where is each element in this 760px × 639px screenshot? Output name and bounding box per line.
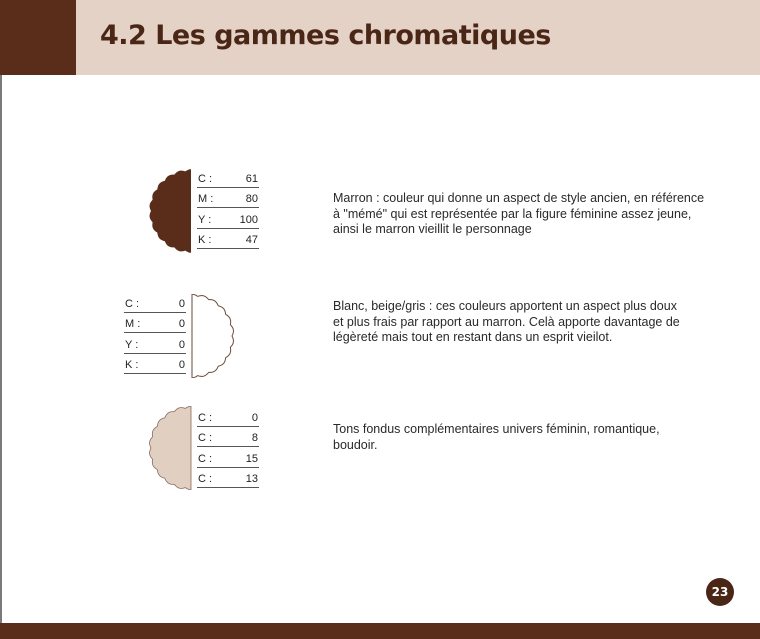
- cmyk-row: [197, 447, 259, 468]
- cmyk-value: 15: [245, 452, 258, 465]
- description-beige: [333, 422, 660, 453]
- swatch-blanc: [189, 294, 235, 378]
- cmyk-label: C :: [198, 452, 213, 465]
- cmyk-row: [124, 292, 186, 313]
- cmyk-value: 61: [245, 172, 258, 185]
- cmyk-row: [197, 468, 259, 489]
- cmyk-value: 0: [178, 297, 185, 310]
- cmyk-label: C :: [198, 411, 213, 424]
- swatch-beige: [148, 406, 194, 490]
- page-left-rule: [0, 0, 2, 639]
- page-number-badge: 23: [706, 578, 734, 606]
- cmyk-label: Y :: [125, 338, 139, 351]
- cmyk-label: C :: [198, 432, 213, 444]
- cmyk-value: 8: [251, 432, 258, 444]
- description-line: à "mémé" qui est représentée par la figure féminine assez jeune,: [333, 206, 692, 221]
- description-line: Blanc, beige/gris : ces couleurs apportent un aspect plus doux: [333, 299, 677, 313]
- header-band: [0, 0, 760, 75]
- cmyk-value: 80: [245, 193, 258, 205]
- cmyk-row: [124, 333, 186, 354]
- cmyk-label: M :: [125, 318, 141, 330]
- description-line: ainsi le marron vieillit le personnage: [333, 222, 532, 236]
- cmyk-label: C :: [125, 297, 140, 310]
- swatch-marron: [148, 169, 194, 253]
- description-blanc: [333, 299, 680, 346]
- description-line: et plus frais par rapport au marron. Celà apporte davantage de: [333, 314, 680, 329]
- cmyk-label: K :: [198, 234, 212, 246]
- cmyk-row: [197, 427, 259, 448]
- cmyk-value: 0: [178, 318, 185, 330]
- cmyk-value: 100: [239, 213, 258, 226]
- footer-band: [0, 623, 760, 639]
- cmyk-row: [197, 167, 259, 188]
- cmyk-table-marron: [197, 167, 259, 249]
- description-line: Marron : couleur qui donne un aspect de style ancien, en référence: [333, 191, 705, 205]
- cmyk-label: Y :: [198, 213, 212, 226]
- cmyk-row: [124, 354, 186, 375]
- cmyk-row: [124, 313, 186, 334]
- cmyk-table-beige: [197, 406, 259, 488]
- cmyk-value: 0: [178, 338, 185, 351]
- cmyk-label: C :: [198, 172, 213, 185]
- cmyk-value: 47: [245, 234, 258, 246]
- cmyk-label: C :: [198, 473, 213, 485]
- section-title: 4.2 Les gammes chromatiques: [100, 20, 551, 51]
- cmyk-value: 13: [245, 473, 258, 485]
- header-accent-block: [0, 0, 76, 75]
- description-line: légèreté mais tout en restant dans un esprit vieilot.: [333, 330, 613, 344]
- cmyk-value: 0: [251, 411, 258, 424]
- description-marron: [333, 191, 704, 238]
- cmyk-label: M :: [198, 193, 214, 205]
- description-line: Tons fondus complémentaires univers féminin, romantique,: [333, 422, 660, 436]
- description-line: boudoir.: [333, 437, 378, 452]
- cmyk-row: [197, 208, 259, 229]
- cmyk-value: 0: [178, 359, 185, 371]
- cmyk-row: [197, 406, 259, 427]
- cmyk-row: [197, 229, 259, 250]
- cmyk-label: K :: [125, 359, 139, 371]
- cmyk-row: [197, 188, 259, 209]
- cmyk-table-blanc: [124, 292, 186, 374]
